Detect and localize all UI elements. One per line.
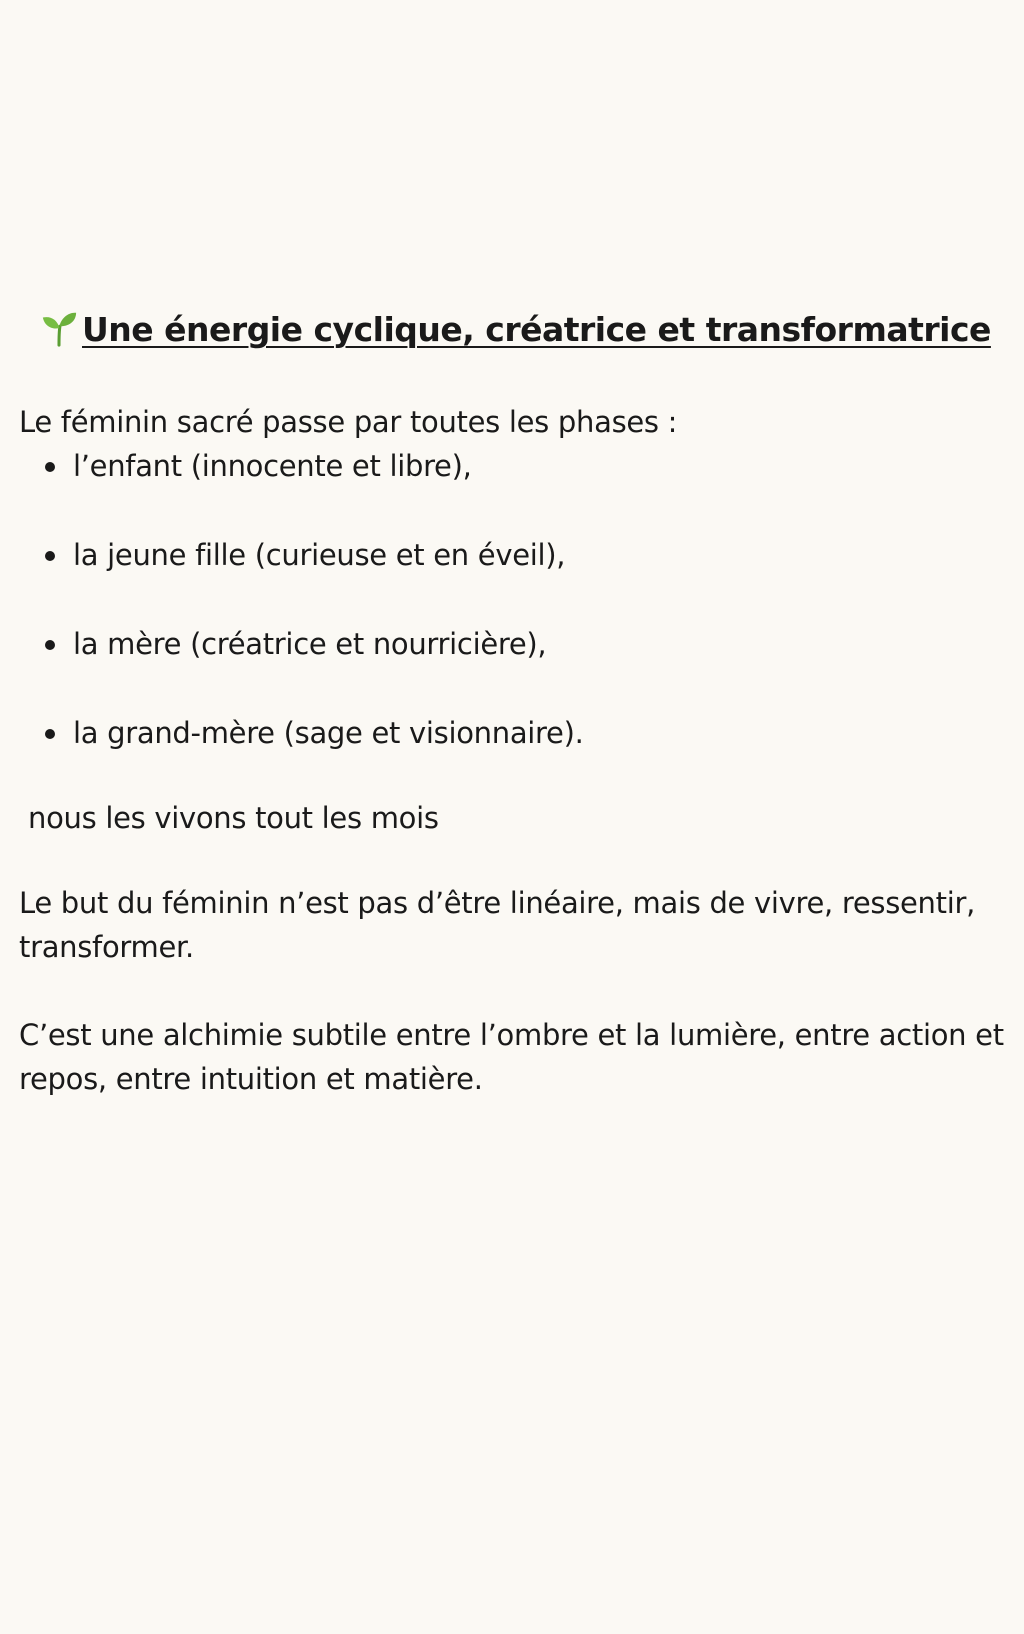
note-text: nous les vivons tout les mois — [28, 801, 439, 835]
heading-title: Une énergie cyclique, créatrice et transformatrice — [82, 310, 991, 349]
list-item-text: la jeune fille (curieuse et en éveil), — [73, 538, 566, 572]
list-item — [19, 711, 1009, 755]
bullet-icon — [45, 551, 55, 561]
bullet-icon — [45, 640, 55, 650]
list-item — [19, 444, 1009, 488]
list-item-text: la grand-mère (sage et visionnaire). — [73, 716, 584, 750]
list-item — [19, 533, 1009, 577]
seedling-icon — [40, 306, 78, 344]
list-item-text: la mère (créatrice et nourricière), — [73, 627, 547, 661]
document-body — [19, 300, 1009, 1145]
section-heading — [19, 300, 1009, 360]
paragraph-purpose: Le but du féminin n’est pas d’être linéaire, mais de vivre, ressentir, transformer. — [19, 886, 975, 964]
list-item — [19, 622, 1009, 666]
intro-text: Le féminin sacré passe par toutes les phases : — [19, 405, 678, 439]
phases-list — [19, 444, 1009, 755]
paragraph-alchemy: C’est une alchimie subtile entre l’ombre et la lumière, entre action et repos, entre intuition et matière. — [19, 1018, 1004, 1096]
bullet-icon — [45, 729, 55, 739]
list-item-text: l’enfant (innocente et libre), — [73, 449, 472, 483]
bullet-icon — [45, 462, 55, 472]
